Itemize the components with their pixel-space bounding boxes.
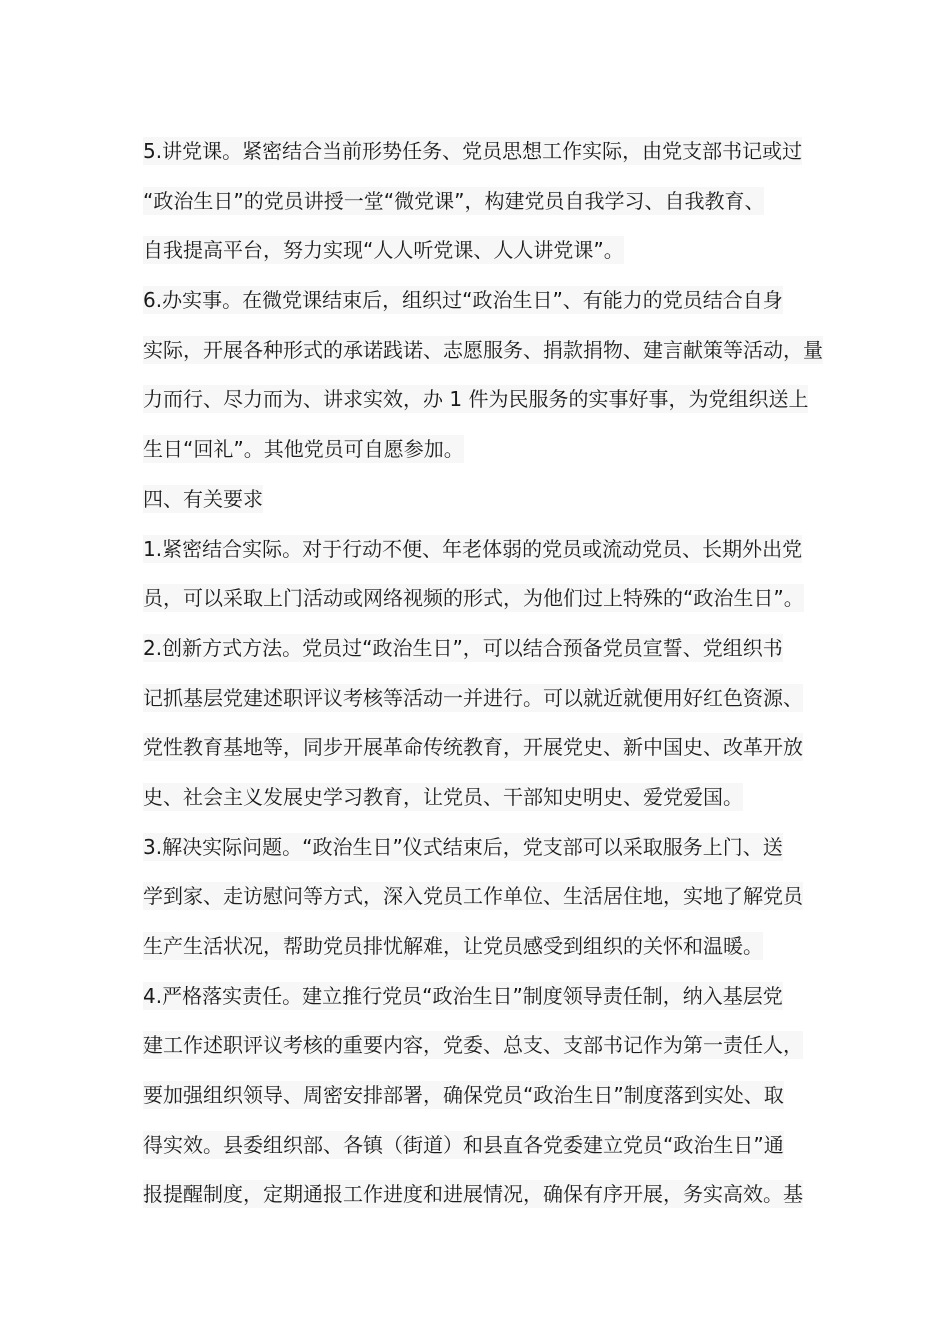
text-line <box>143 674 823 724</box>
text-line-content: 3.解决实际问题。“政治生日”仪式结束后，党支部可以采取服务上门、送 <box>143 834 783 859</box>
text-line <box>143 872 823 922</box>
text-line <box>143 177 823 227</box>
text-line-content: 生产生活状况，帮助党员排忧解难，让党员感受到组织的关怀和温暖。 <box>143 934 763 958</box>
text-line <box>143 773 823 823</box>
text-line <box>143 972 823 1022</box>
text-line <box>143 276 823 326</box>
text-line-content: 4.严格落实责任。建立推行党员“政治生日”制度领导责任制，纳入基层党 <box>143 983 783 1008</box>
text-line-content: “政治生日”的党员讲授一堂“微党课”，构建党员自我学习、自我教育、 <box>143 188 765 213</box>
text-line <box>143 425 823 475</box>
text-line-content: 6.办实事。在微党课结束后，组织过“政治生日”、有能力的党员结合自身 <box>143 288 783 313</box>
text-line-content: 2.创新方式方法。党员过“政治生日”，可以结合预备党员宣誓、党组织书 <box>143 635 783 660</box>
text-line-content: 1.紧密结合实际。对于行动不便、年老体弱的党员或流动党员、长期外出党 <box>143 536 803 561</box>
text-line-content: 实际，开展各种形式的承诺践诺、志愿服务、捐款捐物、建言献策等活动，量 <box>143 337 823 362</box>
text-line <box>143 723 823 773</box>
text-line <box>143 375 823 425</box>
text-line <box>143 1170 823 1220</box>
text-line-content: 员，可以采取上门活动或网络视频的形式，为他们过上特殊的“政治生日”。 <box>143 586 804 611</box>
text-line <box>143 922 823 972</box>
text-line-content: 报提醒制度，定期通报工作进度和进展情况，确保有序开展，务实高效。基 <box>143 1182 803 1207</box>
text-line <box>143 1071 823 1121</box>
text-line-content: 党性教育基地等，同步开展革命传统教育，开展党史、新中国史、改革开放 <box>143 735 803 760</box>
text-line <box>143 823 823 873</box>
section-heading-text: 四、有关要求 <box>143 486 263 511</box>
text-line-content: 建工作述职评议考核的重要内容，党委、总支、支部书记作为第一责任人， <box>143 1033 803 1058</box>
section-heading <box>143 475 823 525</box>
text-line <box>143 1121 823 1171</box>
text-line-content: 5.讲党课。紧密结合当前形势任务、党员思想工作实际，由党支部书记或过 <box>143 139 803 163</box>
text-line-content: 得实效。县委组织部、各镇（街道）和县直各党委建立党员“政治生日”通 <box>143 1132 784 1157</box>
text-line-content: 自我提高平台，努力实现“人人听党课、人人讲党课”。 <box>143 238 624 263</box>
text-line <box>143 326 823 376</box>
text-line-content: 记抓基层党建述职评议考核等活动一并进行。可以就近就便用好红色资源、 <box>143 685 803 710</box>
text-line <box>143 127 823 177</box>
document-body <box>143 127 823 1220</box>
text-line <box>143 1021 823 1071</box>
text-line-content: 学到家、走访慰问等方式，深入党员工作单位、生活居住地，实地了解党员 <box>143 884 803 909</box>
text-line <box>143 226 823 276</box>
text-line-content: 史、社会主义发展史学习教育，让党员、干部知史明史、爱党爱国。 <box>143 784 743 809</box>
text-line <box>143 525 823 575</box>
text-line-content: 要加强组织领导、周密安排部署，确保党员“政治生日”制度落到实处、取 <box>143 1083 784 1108</box>
text-line <box>143 624 823 674</box>
text-line-content: 力而行、尽力而为、讲求实效，办 1 件为民服务的实事好事，为党组织送上 <box>143 387 809 412</box>
text-line <box>143 574 823 624</box>
text-line-content: 生日“回礼”。其他党员可自愿参加。 <box>143 437 464 462</box>
